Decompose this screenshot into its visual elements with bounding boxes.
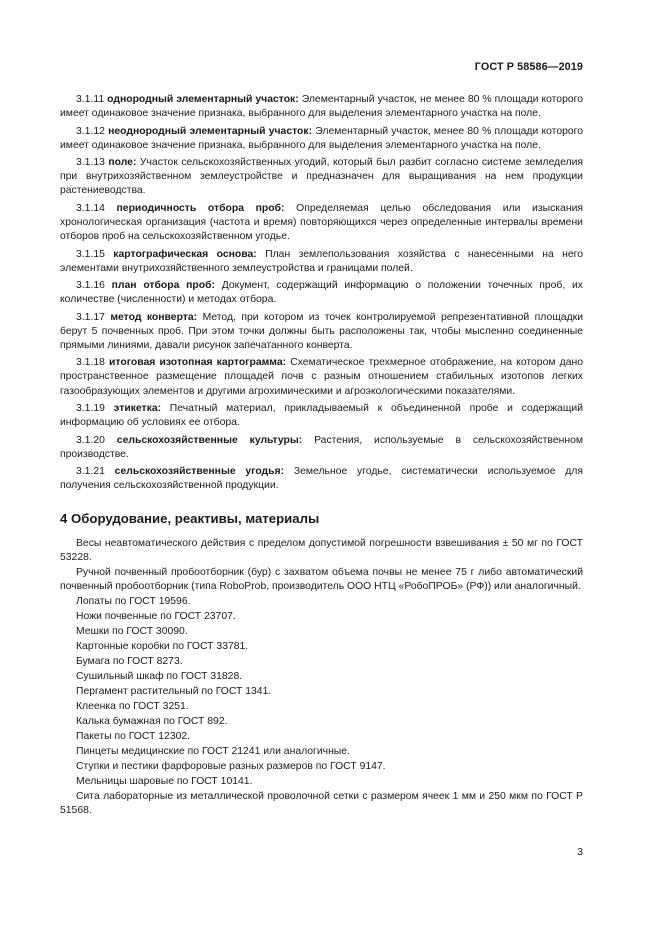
term-number: 3.1.16: [76, 280, 105, 292]
term-entry: [60, 248, 583, 276]
equipment-item: Сушильный шкаф по ГОСТ 31828.: [76, 671, 243, 683]
term-definition: Участок сельскохозяйственных угодий, который был разбит согласно системе земледелия при внутрихозяйственном землеустройстве и предназначен для выращивания на нем продукции растениеводства.: [60, 157, 583, 197]
term-number: 3.1.18: [76, 357, 105, 369]
term-entry: [60, 125, 583, 153]
equipment-item: Бумага по ГОСТ 8273.: [76, 656, 183, 668]
term-definition: Определяемая целью обследования или изыскания хронологическая организация (частота и время) повторяющихся через определенные интервалы времени отборов проб на сельскохозяйственном угодье.: [60, 202, 583, 243]
equipment-item: Сита лабораторные из металлической проволочной сетки с размером ячеек 1 мм и 250 мкм по ГОСТ Р 51568.: [60, 790, 583, 817]
term-number: 3.1.15: [76, 248, 105, 260]
term-entry: [60, 356, 583, 398]
term-number: 3.1.13: [76, 157, 105, 169]
term-entry: [60, 279, 583, 307]
term-number: 3.1.11: [76, 94, 105, 105]
term-definition: Схематическое трехмерное отображение, на котором дано пространственное размещение площадей почв с разным отношением стабильных изотопов легких газообразующих элементов и другими агрохимическими и агроэкологическими показателями.: [60, 357, 583, 397]
term-entry: [60, 434, 583, 462]
equipment-item: Пинцеты медицинские по ГОСТ 21241 или аналогичные.: [76, 746, 350, 757]
term-title: неоднородный элементарный участок:: [108, 125, 313, 137]
term-title: картографическая основа:: [113, 248, 257, 260]
page-number: 3: [577, 847, 583, 858]
term-number: 3.1.20: [76, 434, 105, 446]
term-entry: [60, 202, 583, 244]
term-definition: Печатный материал, прикладываемый к объединенной пробе и содержащий информацию об условиях ее отбора.: [60, 403, 583, 429]
term-entry: [60, 402, 583, 430]
term-entry: [60, 156, 583, 198]
term-definition: План землепользования хозяйства с нанесенными на него элементами внутрихозяйственного землеустройства и границами полей.: [60, 248, 584, 274]
term-entry: [60, 311, 583, 353]
term-title: однородный элементарный участок:: [107, 94, 299, 105]
equipment-item: Ступки и пестики фарфоровые разных размеров по ГОСТ 9147.: [76, 760, 386, 772]
terms-definitions-list: [60, 93, 583, 497]
term-title: поле:: [108, 157, 137, 169]
section-heading: 4 Оборудование, реактивы, материалы: [60, 511, 320, 526]
equipment-item: Мельницы шаровые по ГОСТ 10141.: [76, 775, 253, 787]
term-number: 3.1.19: [76, 403, 105, 414]
term-number: 3.1.21: [76, 466, 105, 478]
term-number: 3.1.12: [76, 125, 105, 137]
term-number: 3.1.14: [76, 202, 105, 214]
equipment-item: Калька бумажная по ГОСТ 892.: [76, 716, 228, 728]
term-title: сельскохозяйственные угодья:: [114, 466, 285, 478]
term-definition: Метод, при котором из точек контролируемой репрезентативной площадки берут 5 почвенных проб. При этом точки должны быть расположены так, чтобы мысленно соединенные прямыми линиями, давали рисунок запечатанного конверта.: [60, 311, 584, 351]
term-title: сельскохозяйственные культуры:: [116, 434, 303, 446]
term-entry: [60, 93, 583, 121]
term-title: план отбора проб:: [111, 280, 215, 292]
equipment-item: Картонные коробки по ГОСТ 33781.: [76, 641, 249, 653]
equipment-item: Лопаты по ГОСТ 19596.: [76, 596, 191, 608]
term-number: 3.1.17: [76, 311, 105, 323]
equipment-item: Пергамент растительный по ГОСТ 1341.: [76, 686, 272, 698]
equipment-list: [60, 537, 583, 819]
equipment-item: Весы неавтоматического действия с пределом допустимой погрешности взвешивания ± 50 мг по ГОСТ 53228.: [60, 538, 583, 564]
equipment-item: Клеенка по ГОСТ 3251.: [76, 701, 189, 713]
term-entry: [60, 465, 583, 493]
term-title: этикетка:: [113, 403, 162, 414]
term-definition: Земельное угодье, систематически используемое для получения сельскохозяйственной продукции.: [60, 466, 584, 492]
term-definition: Элементарный участок, менее 80 % площади которого имеет одинаковое значение признака, выбранного для выделения элементарного участка на поле.: [60, 125, 584, 151]
term-title: итоговая изотопная картограмма:: [109, 357, 287, 369]
term-definition: Документ, содержащий информацию о положении точечных проб, их количестве (численности) и методах отбора.: [60, 280, 583, 306]
equipment-item: Мешки по ГОСТ 30090.: [76, 626, 188, 638]
equipment-item: Ручной почвенный пробоотборник (бур) с захватом объема почвы не менее 75 г либо автоматический почвенный пробоотборник (типа RoboProb, производитель ООО НТЦ «РобоПРОБ» (РФ)) или аналогичный.: [60, 567, 583, 593]
term-definition: Элементарный участок, не менее 80 % площади которого имеет одинаковое значение признака, выбранного для выделения элементарного участка на поле.: [60, 94, 583, 120]
equipment-item: Ножи почвенные по ГОСТ 23707.: [76, 611, 236, 623]
term-definition: Растения, используемые в сельскохозяйственном производстве.: [60, 434, 583, 460]
document-header-id: ГОСТ Р 58586—2019: [474, 61, 583, 73]
term-title: метод конверта:: [110, 311, 198, 323]
equipment-item: Пакеты по ГОСТ 12302.: [76, 731, 191, 743]
term-title: периодичность отбора проб:: [116, 202, 285, 214]
